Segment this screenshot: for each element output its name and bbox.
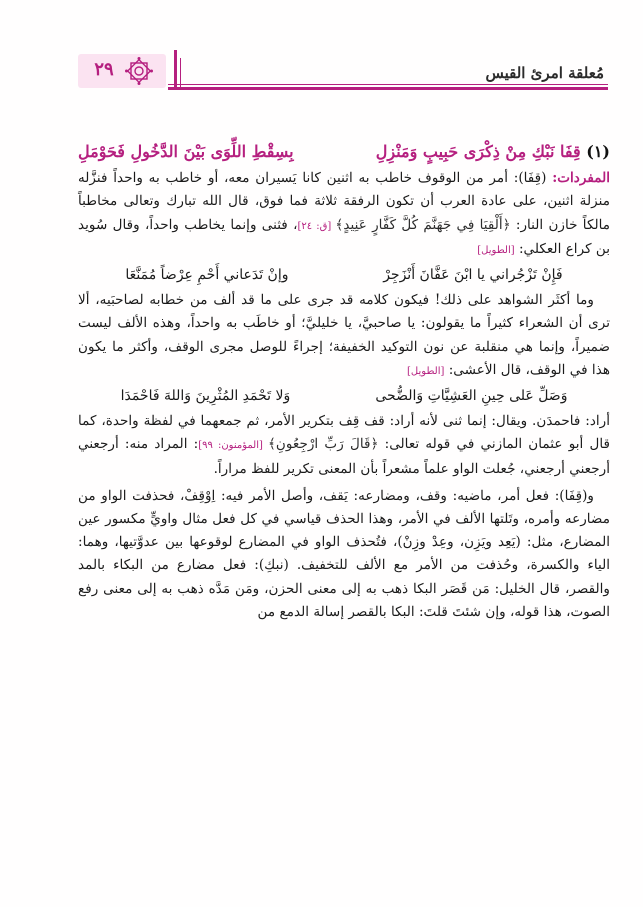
main-verse — [78, 140, 610, 163]
vocabulary-label: المفردات: — [552, 170, 610, 187]
header-rule-thin — [168, 84, 608, 85]
book-title: مُعلقة امرئ القيس — [485, 64, 604, 82]
paragraph-text: و(قِفَا): فعل أمر، ماضيه: وقف، ومضارعه: يَقف، وأصل الأمر فيه: اِوْقِفْ، فحذفت الواو من مضارعه وأمره، وتَلتها الألف في الأمر، وهذا الحذف قياسي في كل فعل مثال واويٍّ مكسور عين المضارع، مثل: (يَعِد ويَزِن، وعِدْ وزِنْ)، فتُحذف الواو في المضارع لوقوعها بين عدوَّتيها، وهما: الياء والكسرة، وحُذفت من الأمر مع الألف للتخفيف. (نبكِ): فعل مضارع من البكاء بالمد والقصر، قال الخليل: مَن قَصَر البكا ذهب به إلى معنى الحزن، ومَن مَدَّه ذهب به إلى معنى رفع الصوت، هذا قوله، وإن شئتَ قلتَ: البكا بالقصر إسالة الدمع من — [78, 487, 610, 620]
meter-label: [الطويل] — [477, 244, 515, 256]
poem-hemistich: فَإِنْ تَزْجُراني يا ابْنَ عَفَّانَ أَنْزَجِرْ — [383, 267, 563, 284]
paragraph — [78, 289, 610, 383]
paragraph-text: أراد: فاحمدَن. ويقال: إنما ثنى لأنه أراد: قف قِف بتكرير الأمر، ثم جمعهما في لفظة واحدة، كما قال أبو عثمان المازني في قوله تعالى: — [78, 413, 610, 453]
poem-verse — [78, 264, 610, 287]
star-rosette-icon — [124, 56, 154, 86]
meter-label: [الطويل] — [407, 365, 445, 377]
paragraph — [78, 410, 610, 481]
poem-hemistich: وَلا تَحْمَدِ المُثْرِينَ وَاللهَ فَاحْمَدَا — [120, 388, 291, 405]
paragraph-text: : المراد منه: أرجعني أرجعني أرجعني، جُعلت الواو علماً مشعراً بأن المعنى تكرير للفظ مراراً. — [78, 436, 610, 477]
poem-hemistich: وإنْ تَدَعاني أَحْمِ عِرْضاً مُمَنَّعَا — [125, 267, 289, 284]
page-number: ٢٩ — [94, 59, 114, 80]
page-header — [78, 50, 608, 90]
quran-quote: ﴿أَلْقِيَا فِي جَهَنَّمَ كُلَّ كَفَّارٍ عَنِيدٍ﴾ — [335, 216, 511, 233]
verse-first-line — [376, 140, 610, 163]
paragraph-text: (قِفَا): أمر من الوقوف خاطب به اثنين كانا يَسيران معه، أو خاطب به واحداً فنزَّله منزلة اثنين، على عادة العرب أن تكون الرفقة ثلاثة فما فوق، قال الله تبارك وتعالى مخاطباً مالكاً خازن النار: — [78, 170, 611, 233]
header-rule — [168, 87, 608, 90]
header-divider — [174, 50, 177, 90]
quran-reference: [ق: ٢٤] — [297, 220, 336, 232]
quran-quote: ﴿قَالَ رَبِّ ارْجِعُونِ﴾ — [267, 436, 379, 453]
verse-first-hemistich: قِفَا نَبْكِ مِنْ ذِكْرَى حَبِيبٍ وَمَنْزِلِ — [375, 142, 581, 161]
quran-reference: [المؤمنون: ٩٩] — [198, 440, 268, 452]
paragraph-vocabulary — [78, 167, 610, 262]
paragraph — [78, 485, 610, 624]
paragraph-text: وما أكثَر الشواهد على ذلك! فيكون كلامه قد جرى على ما قد ألف من خطابه لصاحبَيه، ألا ترى أن الشعراء كثيراً ما يقولون: يا صاحبيَّ، يا خليليَّ؛ أو خاطَب به واحداً، وهذه الألف ليست ضميراً، وإنما هي منقلبة عن نون التوكيد الخفيفة؛ إجراءً للوصل مجرى الوقف، وأكثر ما يكون هذا في الوقف، قال الأعشى: — [78, 292, 610, 378]
page-body — [78, 140, 610, 624]
page-number-box — [78, 54, 166, 88]
verse-number: (١) — [586, 142, 610, 161]
paragraph-text: ، فثنى وإنما يخاطب واحداً، وقال سُويد بن كراع العكلي: — [78, 216, 610, 257]
poem-verse — [78, 385, 610, 408]
header-divider-thin — [180, 58, 181, 90]
verse-second-hemistich: بِسِقْطِ اللِّوَى بَيْنَ الدَّخُولِ فَحَوْمَلِ — [78, 142, 294, 161]
poem-hemistich: وَصَلِّ عَلى حِينِ العَشِيَّاتِ وَالضُّحى — [375, 388, 568, 405]
